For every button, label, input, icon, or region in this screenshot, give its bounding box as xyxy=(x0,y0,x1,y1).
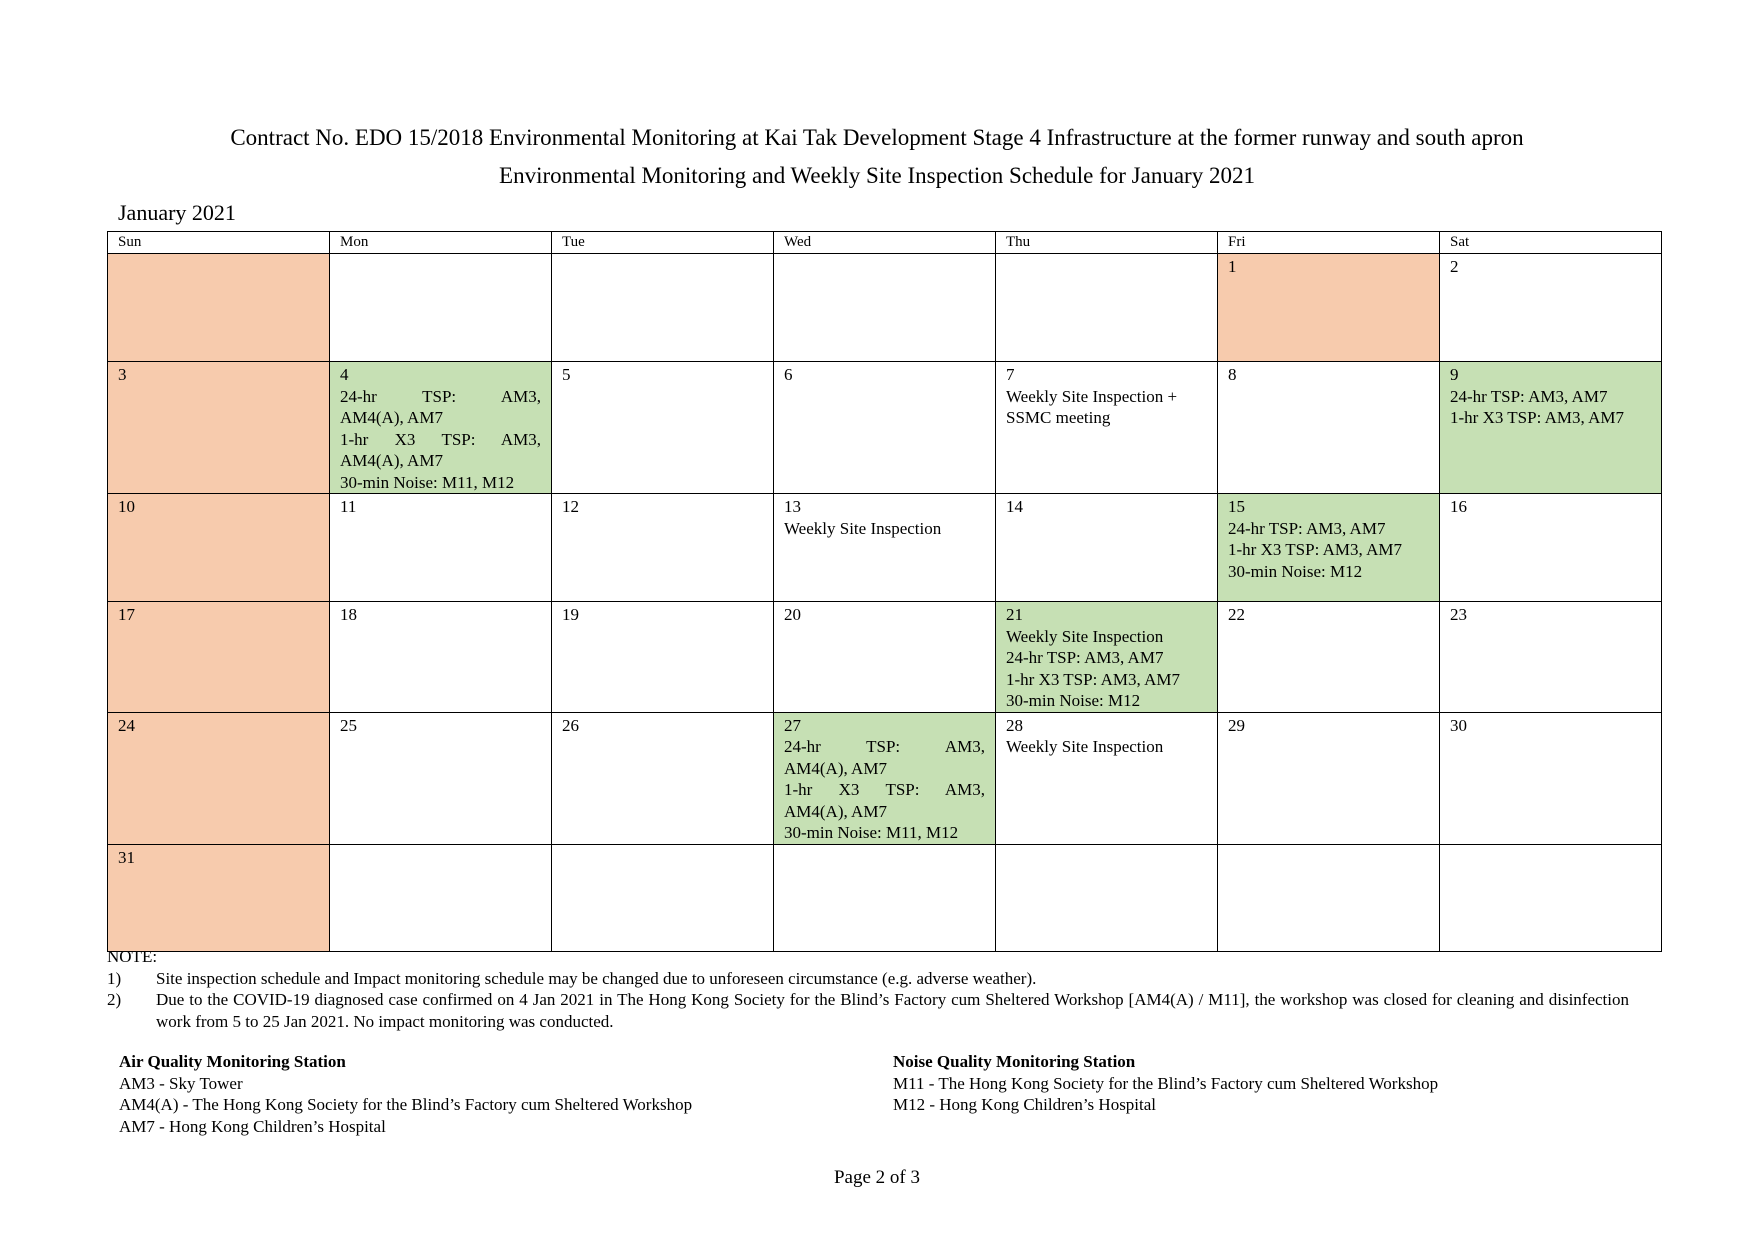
day-number: 22 xyxy=(1228,605,1245,624)
day-number: 4 xyxy=(340,365,349,384)
schedule-entry: 30-min Noise: M12 xyxy=(1006,691,1141,710)
day-cell xyxy=(552,602,774,713)
day-number xyxy=(1228,847,1429,869)
schedule-entry: 30-min Noise: M11, M12 xyxy=(340,472,515,492)
day-cell xyxy=(330,712,552,844)
day-cell xyxy=(1218,254,1440,362)
station-item: AM4(A) - The Hong Kong Society for the Blind’s Factory cum Sheltered Workshop xyxy=(119,1095,693,1114)
day-cell xyxy=(330,254,552,362)
day-cell xyxy=(1440,844,1662,951)
day-number xyxy=(562,256,763,278)
day-number: 25 xyxy=(340,715,357,735)
weekday-header: Wed xyxy=(774,232,996,254)
day-number: 12 xyxy=(562,497,579,516)
day-number xyxy=(1006,256,1207,278)
week-row xyxy=(108,494,1662,602)
day-number xyxy=(784,847,985,869)
day-number: 29 xyxy=(1228,715,1245,735)
day-cell xyxy=(996,254,1218,362)
note-number: 2) xyxy=(107,990,122,1009)
weekday-header: Sun xyxy=(108,232,330,254)
noise-station-list xyxy=(893,1051,1438,1116)
day-number: 23 xyxy=(1450,605,1467,624)
calendar-table xyxy=(107,231,1662,952)
station-item: M11 - The Hong Kong Society for the Blind’s Factory cum Sheltered Workshop xyxy=(893,1073,1439,1093)
day-cell xyxy=(552,254,774,362)
day-number xyxy=(1450,847,1651,869)
day-number: 16 xyxy=(1450,497,1467,516)
station-item: M12 - Hong Kong Children’s Hospital xyxy=(893,1095,1157,1114)
weekday-header: Sat xyxy=(1440,232,1662,254)
schedule-entry: AM4(A), AM7 xyxy=(784,801,887,821)
schedule-entry: 1-hr X3 TSP: AM3, xyxy=(784,780,985,799)
day-cell xyxy=(774,254,996,362)
day-cell xyxy=(1218,602,1440,713)
day-cell xyxy=(774,362,996,494)
day-cell xyxy=(330,602,552,713)
day-cell xyxy=(996,844,1218,951)
week-row xyxy=(108,844,1662,951)
day-cell xyxy=(996,362,1218,494)
weekday-header: Tue xyxy=(552,232,774,254)
day-cell xyxy=(1440,602,1662,713)
day-cell xyxy=(108,254,330,362)
schedule-entry: AM4(A), AM7 xyxy=(340,408,443,427)
weekday-header: Fri xyxy=(1218,232,1440,254)
day-cell xyxy=(552,844,774,951)
week-row xyxy=(108,602,1662,713)
notes-section xyxy=(107,946,1629,1032)
day-number xyxy=(784,256,985,278)
day-number: 13 xyxy=(784,497,801,516)
weekday-header-row xyxy=(108,232,1662,254)
schedule-entry: 24-hr TSP: AM3, xyxy=(784,737,985,756)
day-cell xyxy=(108,494,330,602)
day-number: 26 xyxy=(562,715,579,735)
schedule-entry: Weekly Site Inspection xyxy=(1006,626,1164,646)
schedule-entry: Weekly Site Inspection xyxy=(784,518,942,538)
day-cell xyxy=(996,602,1218,713)
day-number: 14 xyxy=(1006,497,1023,516)
day-cell xyxy=(996,712,1218,844)
schedule-entry: Weekly Site Inspection xyxy=(1006,737,1164,756)
day-number: 7 xyxy=(1006,365,1015,384)
day-number: 3 xyxy=(118,365,127,384)
day-cell xyxy=(108,362,330,494)
schedule-entry: 24-hr TSP: AM3, AM7 xyxy=(1006,648,1164,667)
day-cell xyxy=(1218,362,1440,494)
day-number: 20 xyxy=(784,605,801,624)
air-station-list xyxy=(119,1051,692,1137)
day-number: 19 xyxy=(562,605,579,624)
day-number: 27 xyxy=(784,715,801,735)
day-cell xyxy=(1440,362,1662,494)
notes-heading: NOTE: xyxy=(107,947,158,966)
station-item: AM7 - Hong Kong Children’s Hospital xyxy=(119,1116,386,1136)
day-number: 11 xyxy=(340,497,357,516)
schedule-entry: 30-min Noise: M12 xyxy=(1228,561,1363,581)
day-number: 1 xyxy=(1228,257,1237,276)
schedule-entry: 30-min Noise: M11, M12 xyxy=(784,823,959,842)
station-item: AM3 - Sky Tower xyxy=(119,1073,243,1093)
day-cell xyxy=(552,712,774,844)
air-station-heading: Air Quality Monitoring Station xyxy=(119,1052,346,1071)
day-number: 24 xyxy=(118,715,135,735)
day-cell xyxy=(1440,254,1662,362)
day-cell xyxy=(108,712,330,844)
schedule-entry: 24-hr TSP: AM3, xyxy=(340,386,541,406)
day-cell xyxy=(330,362,552,494)
day-cell xyxy=(552,494,774,602)
day-cell xyxy=(552,362,774,494)
schedule-entry: Weekly Site Inspection + xyxy=(1006,386,1178,406)
document-title: Contract No. EDO 15/2018 Environmental Monitoring at Kai Tak Development Stage 4 Infrastructure at the former runway and south apron xyxy=(230,125,1524,150)
day-number: 10 xyxy=(118,497,135,516)
day-cell xyxy=(774,712,996,844)
day-number: 18 xyxy=(340,605,357,624)
note-item xyxy=(107,989,1629,1032)
schedule-entry: 1-hr X3 TSP: AM3, xyxy=(340,429,541,449)
day-cell xyxy=(996,494,1218,602)
day-cell xyxy=(108,844,330,951)
note-number: 1) xyxy=(107,968,122,988)
day-number: 28 xyxy=(1006,715,1023,735)
day-number xyxy=(340,847,541,869)
document-subtitle: Environmental Monitoring and Weekly Site Inspection Schedule for January 2021 xyxy=(499,163,1255,188)
day-cell xyxy=(1218,494,1440,602)
day-number: 30 xyxy=(1450,715,1467,735)
day-number xyxy=(1006,847,1207,869)
day-cell xyxy=(330,844,552,951)
note-text: Site inspection schedule and Impact monitoring schedule may be changed due to unforeseen circumstance (e.g. adverse weather). xyxy=(156,968,1037,988)
day-number: 2 xyxy=(1450,257,1459,276)
note-text: Due to the COVID-19 diagnosed case confirmed on 4 Jan 2021 in The Hong Kong Society for the Blind’s Factory cum Sheltered Workshop [AM4(A) / M11], the workshop was closed for cleaning and disinfection work from 5 to 25 Jan 2021. No impact monitoring was conducted. xyxy=(156,990,1629,1031)
day-number: 6 xyxy=(784,365,793,384)
weekday-header: Mon xyxy=(330,232,552,254)
schedule-entry: AM4(A), AM7 xyxy=(784,758,887,778)
page-footer: Page 2 of 3 xyxy=(833,1167,920,1188)
day-number: 5 xyxy=(562,365,571,384)
day-cell xyxy=(330,494,552,602)
day-cell xyxy=(774,494,996,602)
schedule-entry: AM4(A), AM7 xyxy=(340,451,443,470)
day-number: 9 xyxy=(1450,365,1459,384)
schedule-entry: 24-hr TSP: AM3, AM7 xyxy=(1228,518,1386,538)
week-row xyxy=(108,362,1662,494)
day-number: 17 xyxy=(118,605,135,624)
schedule-entry: SSMC meeting xyxy=(1006,408,1111,427)
month-label: January 2021 xyxy=(118,200,236,225)
day-cell xyxy=(774,844,996,951)
day-cell xyxy=(1440,712,1662,844)
day-cell xyxy=(1218,712,1440,844)
noise-station-heading: Noise Quality Monitoring Station xyxy=(893,1052,1136,1071)
day-number: 8 xyxy=(1228,365,1237,384)
day-number xyxy=(340,256,541,278)
weekday-header: Thu xyxy=(996,232,1218,254)
day-cell xyxy=(774,602,996,713)
schedule-entry: 1-hr X3 TSP: AM3, AM7 xyxy=(1228,540,1402,559)
week-row xyxy=(108,254,1662,362)
schedule-entry: 1-hr X3 TSP: AM3, AM7 xyxy=(1450,408,1624,427)
day-cell xyxy=(108,602,330,713)
day-cell xyxy=(1218,844,1440,951)
day-number: 21 xyxy=(1006,605,1023,624)
day-number xyxy=(562,847,763,869)
note-item xyxy=(107,968,1629,990)
schedule-entry: 1-hr X3 TSP: AM3, AM7 xyxy=(1006,669,1180,689)
day-number: 15 xyxy=(1228,497,1245,516)
day-number: 31 xyxy=(118,847,135,867)
day-number xyxy=(118,256,319,278)
day-cell xyxy=(1440,494,1662,602)
week-row xyxy=(108,712,1662,844)
schedule-entry: 24-hr TSP: AM3, AM7 xyxy=(1450,386,1608,406)
